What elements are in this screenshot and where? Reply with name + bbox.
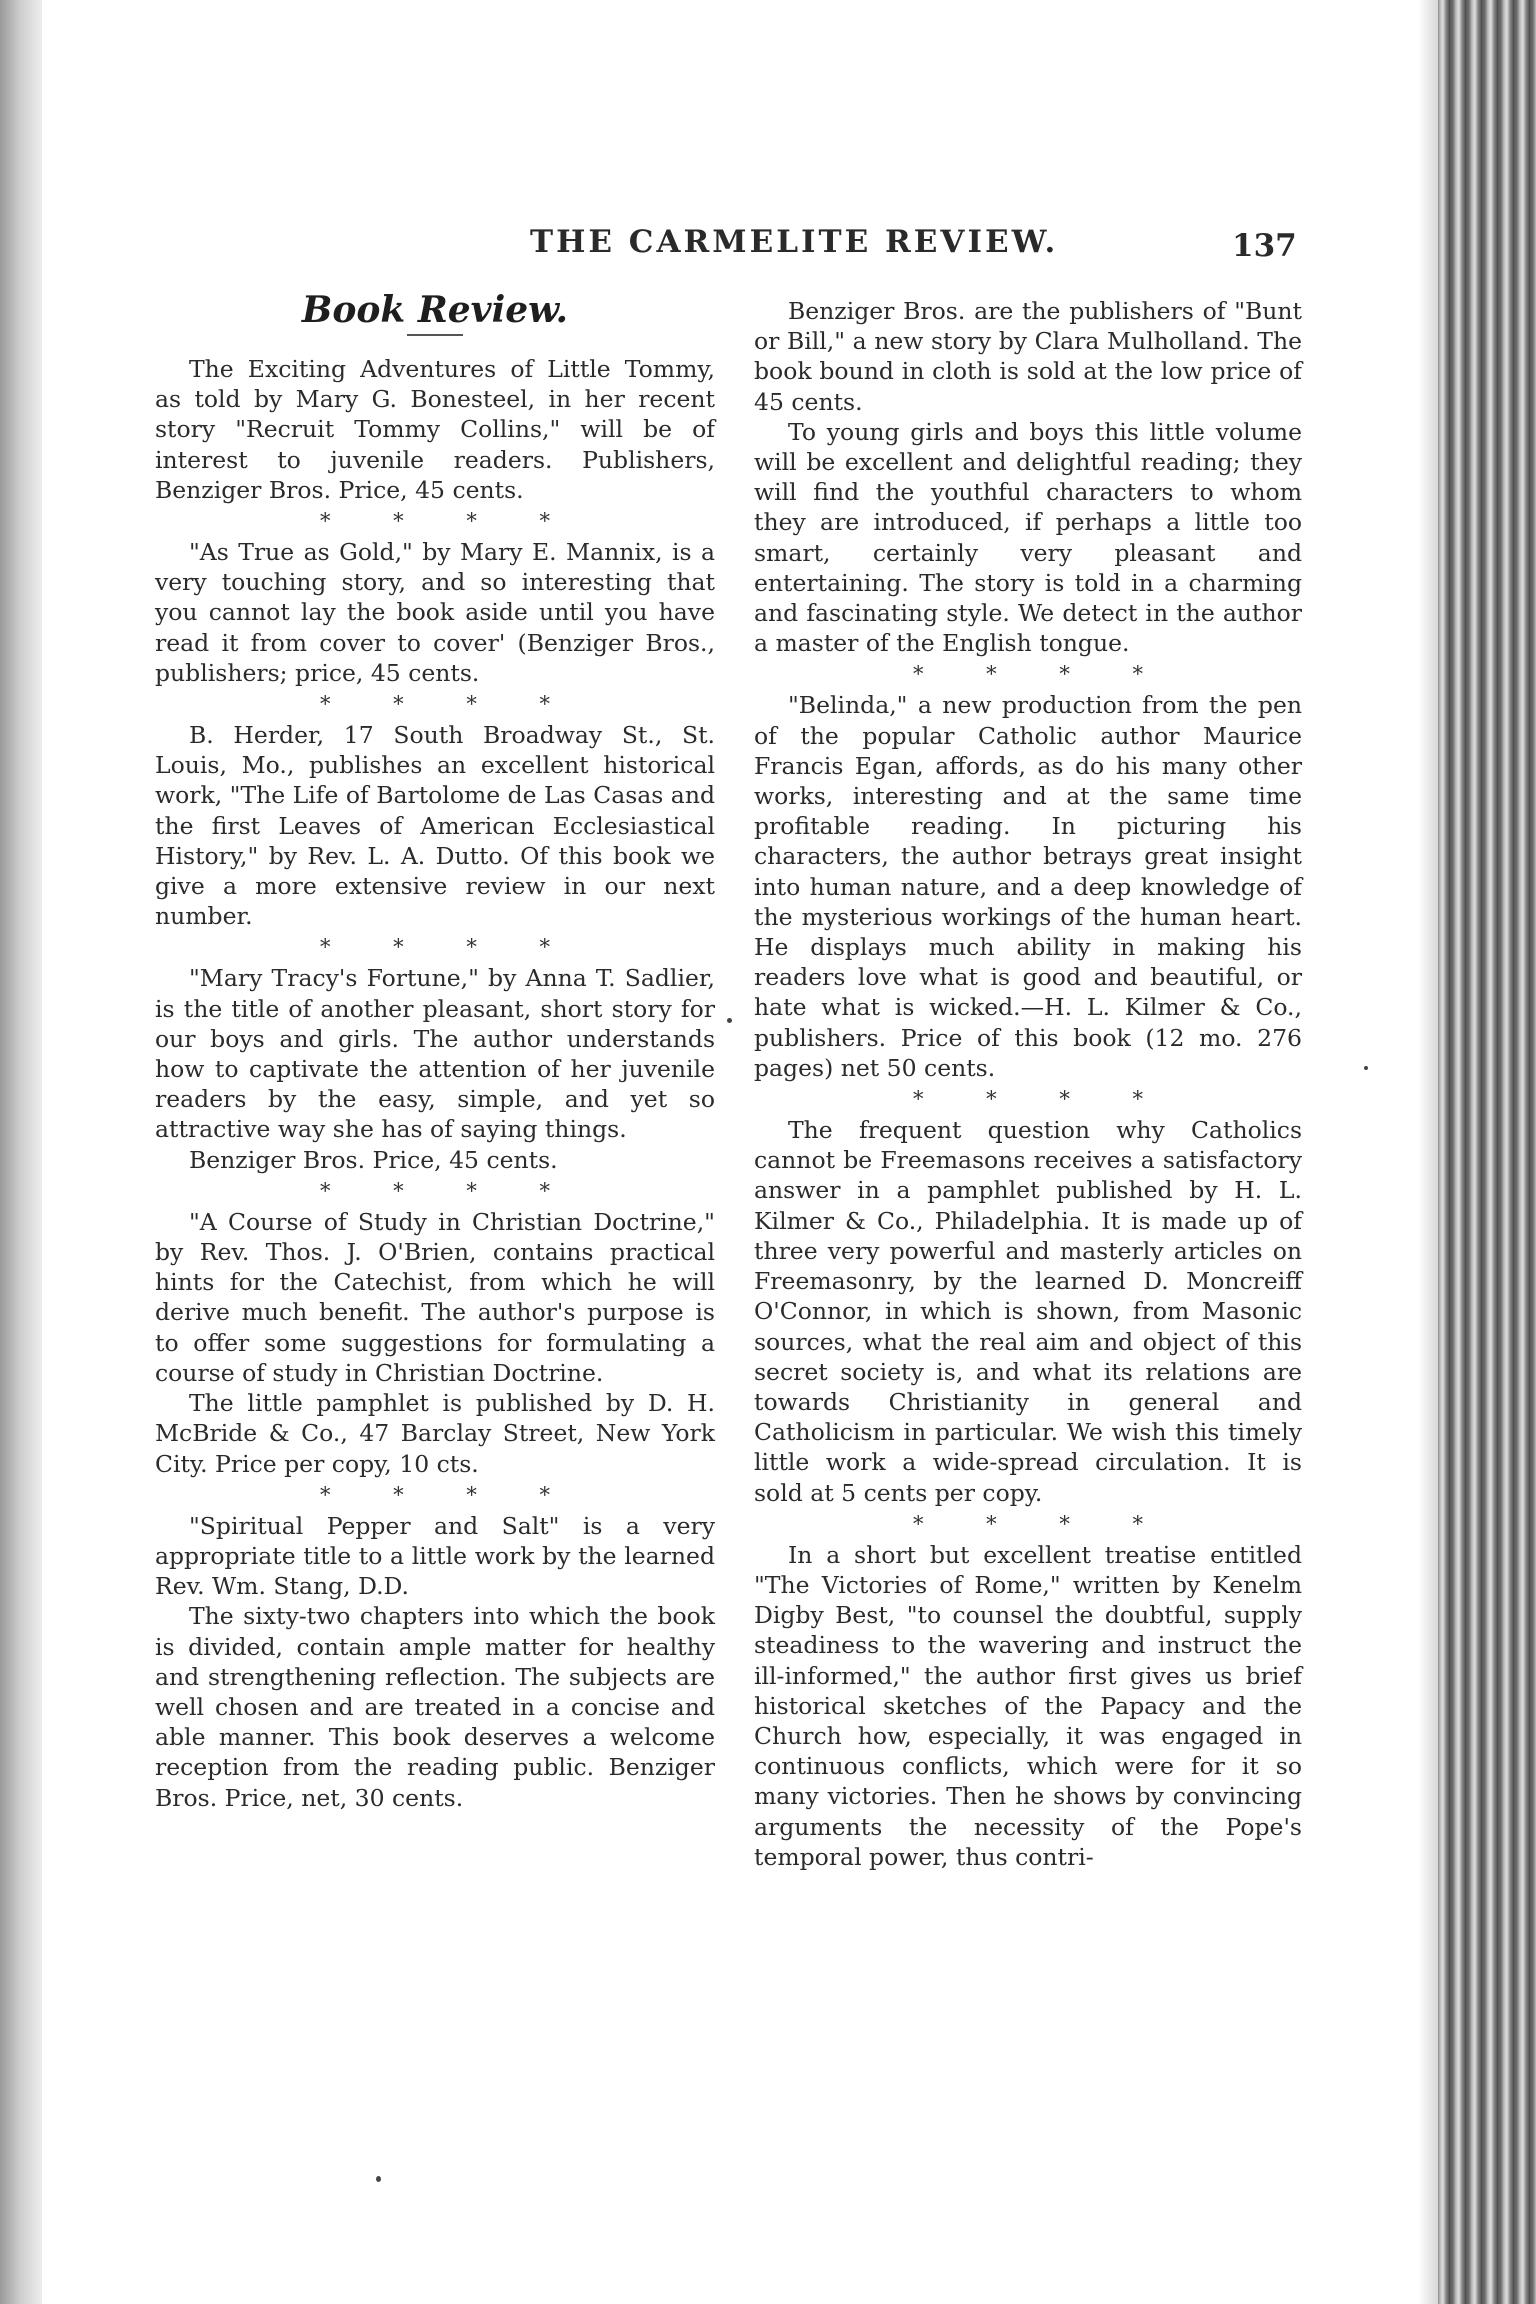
section-separator: * * * * xyxy=(319,1482,579,1507)
review-freemasonry-pamphlet: The frequent question why Catholics cannot be Freemasons receives a satisfactory answer in a pamphlet published by H. L. Kilmer & Co., Philadelphia. It is made up of three very powerful and masterly articles on Freemasonry, by the learned D. Moncreiff O'Connor, in which is shown, from Masonic sources, what the real aim and object of this secret society is, and what its relations are towards Christianity in general and Catholicism in particular. We wish this timely little work a wide-spread circulation. It is sold at 5 cents per copy. xyxy=(754,1116,1302,1507)
review-mary-tracys-fortune-price: Benziger Bros. Price, 45 cents. xyxy=(189,1145,558,1174)
review-recruit-tommy-collins: The Exciting Adventures of Little Tommy, as told by Mary G. Bonesteel, in her recent story "Recruit Tommy Collins," will be of interest to juvenile readers. Publishers, Benziger Bros. Price, 45 cents. xyxy=(155,355,715,504)
section-separator: * * * * xyxy=(319,509,579,534)
review-christian-doctrine: "A Course of Study in Christian Doctrine," by Rev. Thos. J. O'Brien, contains practical hints for the Catechist, from which he will derive much benefit. The author's purpose is to offer some suggestions for formulating a course of study in Christian Doctrine. xyxy=(155,1207,715,1387)
section-separator: * * * * xyxy=(912,662,1172,687)
section-separator: * * * * xyxy=(912,1087,1172,1112)
review-victories-of-rome: In a short but excellent treatise entitled "The Victories of Rome," written by Kenelm Digby Best, "to counsel the doubtful, supply steadiness to the wavering and instruct the ill-informed," the author first gives us brief historical sketches of the Papacy and the Church how, especially, it was engaged in continuous conflicts, which were for it so many victories. Then he shows by convincing arguments the necessity of the Pope's temporal power, thus contri- xyxy=(754,1540,1302,1871)
book-gutter-shadow xyxy=(0,0,42,2304)
review-spiritual-pepper-and-salt: "Spiritual Pepper and Salt" is a very appropriate title to a little work by the learned Rev. Wm. Stang, D.D. xyxy=(155,1511,715,1601)
review-as-true-as-gold: "As True as Gold," by Mary E. Mannix, is a very touching story, and so interesting that you cannot lay the book aside until you have read it from cover to cover' (Benziger Bros., publishers; price, 45 cents. xyxy=(155,538,715,687)
review-mary-tracys-fortune: "Mary Tracy's Fortune," by Anna T. Sadlier, is the title of another pleasant, short story for our boys and girls. The author understands how to captivate the attention of her juvenile readers by the easy, simple, and yet so attractive way she has of saying things. xyxy=(155,964,715,1144)
ink-speck xyxy=(1364,1066,1368,1070)
section-separator: * * * * xyxy=(319,1178,579,1203)
left-column xyxy=(155,284,715,1813)
section-separator: * * * * xyxy=(912,1511,1172,1536)
review-las-casas: B. Herder, 17 South Broadway St., St. Louis, Mo., publishes an excellent historical work, "The Life of Bartolome de Las Casas and the first Leaves of American Ecclesiastical History," by Rev. L. A. Dutto. Of this book we give a more extensive review in our next number. xyxy=(155,721,715,931)
section-title: Book Review. xyxy=(301,289,569,331)
ink-speck xyxy=(727,1018,732,1023)
review-belinda: "Belinda," a new production from the pen of the popular Catholic author Maurice Francis Egan, affords, as do his many other works, interesting and at the same time profitable reading. In picturing his characters, the author betrays great insight into human nature, and a deep knowledge of the mysterious workings of the human heart. He displays much ability in making his readers love what is good and beautiful, or hate what is wicked.—H. L. Kilmer & Co., publishers. Price of this book (12 mo. 276 pages) net 50 cents. xyxy=(754,691,1302,1082)
right-column xyxy=(754,296,1302,1872)
title-rule xyxy=(407,334,463,336)
review-christian-doctrine-publisher: The little pamphlet is published by D. H. McBride & Co., 47 Barclay Street, New York City. Price per copy, 10 cts. xyxy=(155,1389,715,1478)
section-separator: * * * * xyxy=(319,692,579,717)
review-bunt-or-bill: Benziger Bros. are the publishers of "Bunt or Bill," a new story by Clara Mulholland. The book bound in cloth is sold at the low price of 45 cents. xyxy=(754,297,1302,416)
ink-speck xyxy=(376,2176,381,2182)
running-title: THE CARMELITE REVIEW. xyxy=(530,224,1059,260)
page-stack-edge xyxy=(1418,0,1536,2304)
review-spiritual-pepper-and-salt-body: The sixty-two chapters into which the book is divided, contain ample matter for healthy and strengthening reflection. The subjects are well chosen and are treated in a concise and able manner. This book deserves a welcome reception from the reading public. Benziger Bros. Price, net, 30 cents. xyxy=(155,1602,715,1812)
review-bunt-or-bill-body: To young girls and boys this little volume will be excellent and delightful reading; they will find the youthful characters to whom they are introduced, if perhaps a little too smart, certainly very pleasant and entertaining. The story is told in a charming and fascinating style. We detect in the author a master of the English tongue. xyxy=(754,417,1302,658)
page-number: 137 xyxy=(1232,228,1297,264)
section-separator: * * * * xyxy=(319,935,579,960)
